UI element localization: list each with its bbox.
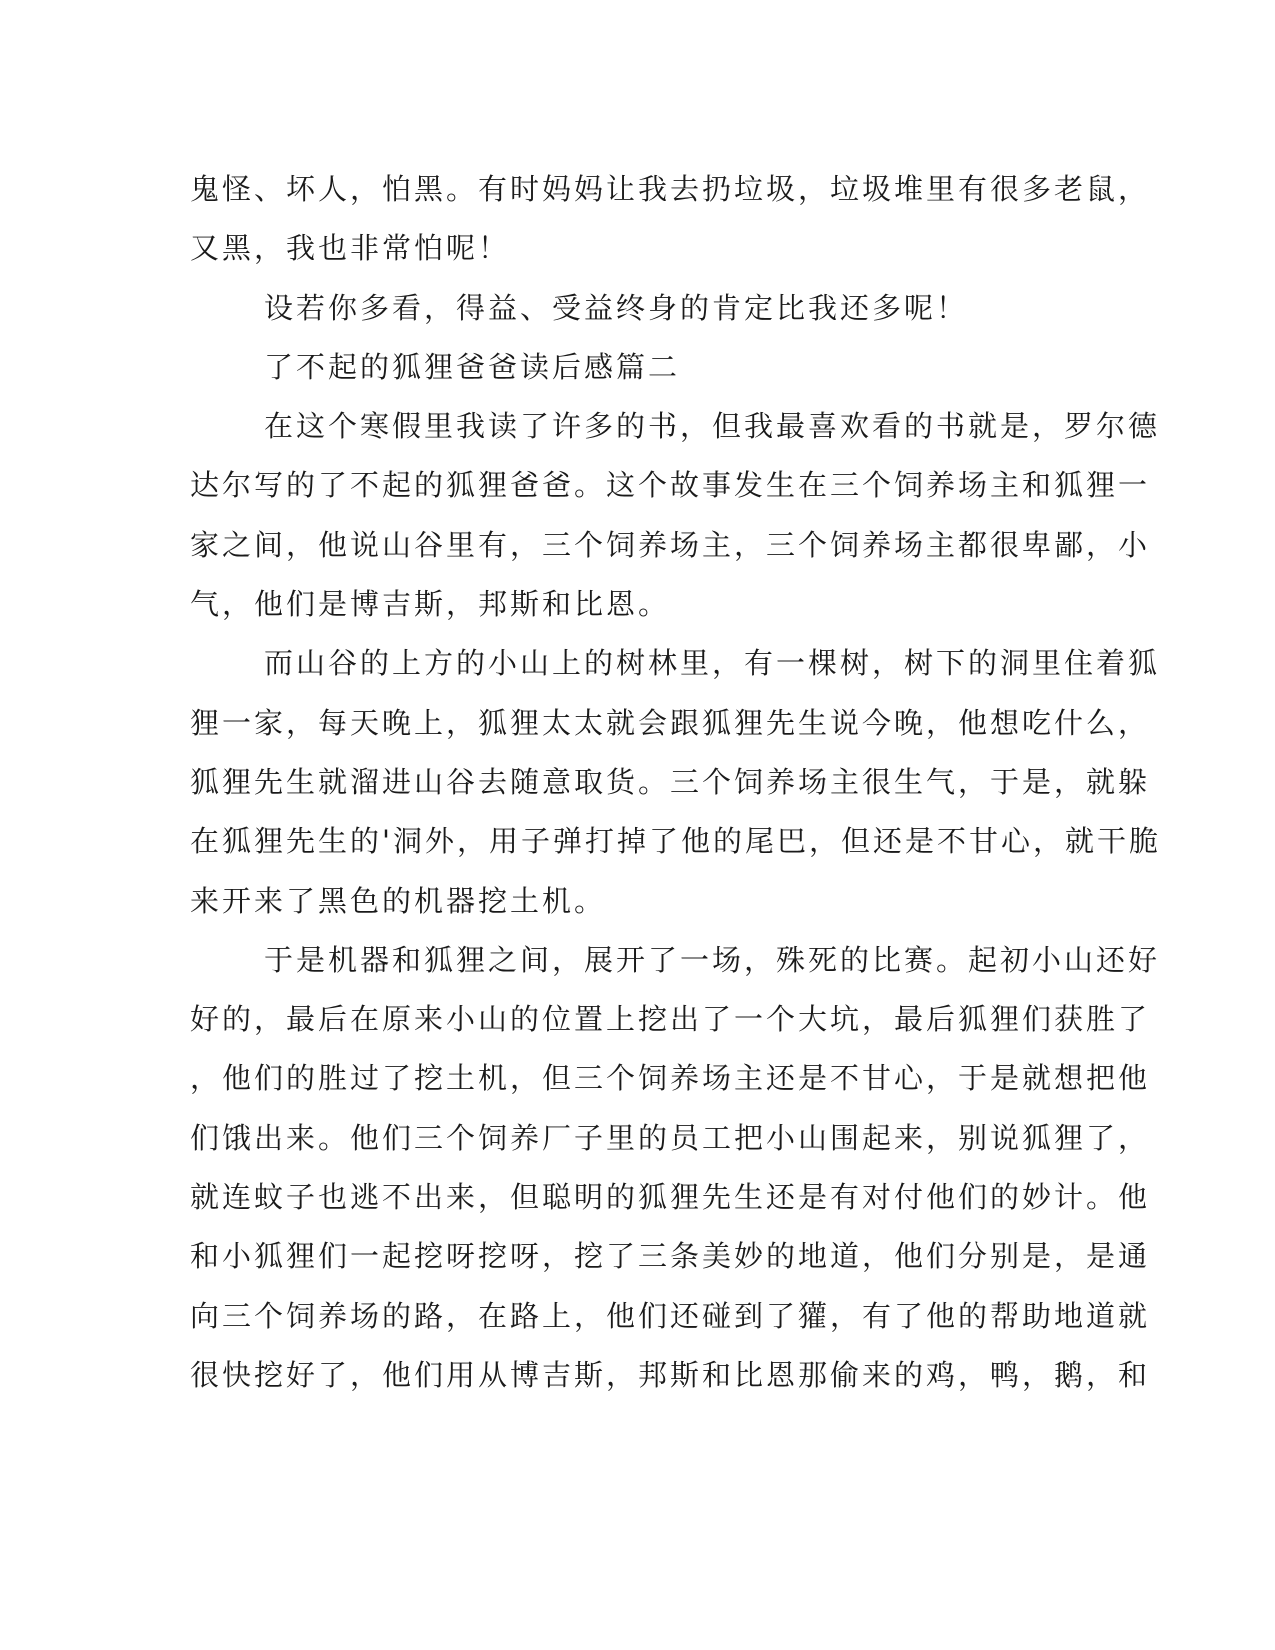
- text-line: 在这个寒假里我读了许多的书，但我最喜欢看的书就是，罗尔德: [264, 409, 1161, 444]
- text-line: 在狐狸先生的'洞外，用子弹打掉了他的尾巴，但还是不甘心，就干脆: [190, 824, 1161, 859]
- text-line: 又黑，我也非常怕呢！: [190, 231, 511, 266]
- text-line: 而山谷的上方的小山上的树林里，有一棵树，树下的洞里住着狐: [264, 646, 1161, 681]
- text-line: 好的，最后在原来小山的位置上挖出了一个大坑，最后狐狸们获胜了: [190, 1002, 1151, 1037]
- document-body: [190, 160, 1161, 1405]
- text-line: 气，他们是博吉斯，邦斯和比恩。: [190, 587, 671, 622]
- text-line: 鬼怪、坏人，怕黑。有时妈妈让我去扔垃圾，垃圾堆里有很多老鼠，: [190, 172, 1151, 206]
- text-line: 和小狐狸们一起挖呀挖呀，挖了三条美妙的地道，他们分别是，是通: [190, 1239, 1151, 1274]
- text-line: 向三个饲养场的路，在路上，他们还碰到了獾，有了他的帮助地道就: [190, 1298, 1151, 1333]
- text-line: 们饿出来。他们三个饲养厂子里的员工把小山围起来，别说狐狸了，: [190, 1120, 1151, 1155]
- section-heading: 了不起的狐狸爸爸读后感篇二: [264, 349, 681, 384]
- text-line: 狸一家，每天晚上，狐狸太太就会跟狐狸先生说今晚，他想吃什么，: [190, 705, 1151, 740]
- text-line: 设若你多看，得益、受益终身的肯定比我还多呢！: [264, 290, 969, 325]
- text-line: 狐狸先生就溜进山谷去随意取货。三个饲养场主很生气，于是，就躲: [190, 764, 1151, 799]
- text-line: 达尔写的了不起的狐狸爸爸。这个故事发生在三个饲养场主和狐狸一: [190, 468, 1151, 503]
- text-line: 就连蚊子也逃不出来，但聪明的狐狸先生还是有对付他们的妙计。他: [190, 1180, 1151, 1215]
- text-line: 家之间，他说山谷里有，三个饲养场主，三个饲养场主都很卑鄙，小: [190, 527, 1151, 562]
- text-line: 来开来了黑色的机器挖土机。: [190, 883, 607, 918]
- text-line: 很快挖好了，他们用从博吉斯，邦斯和比恩那偷来的鸡，鸭，鹅，和: [190, 1357, 1151, 1392]
- text-line: ，他们的胜过了挖土机，但三个饲养场主还是不甘心，于是就想把他: [190, 1061, 1151, 1096]
- text-line: 于是机器和狐狸之间，展开了一场，殊死的比赛。起初小山还好: [264, 942, 1161, 977]
